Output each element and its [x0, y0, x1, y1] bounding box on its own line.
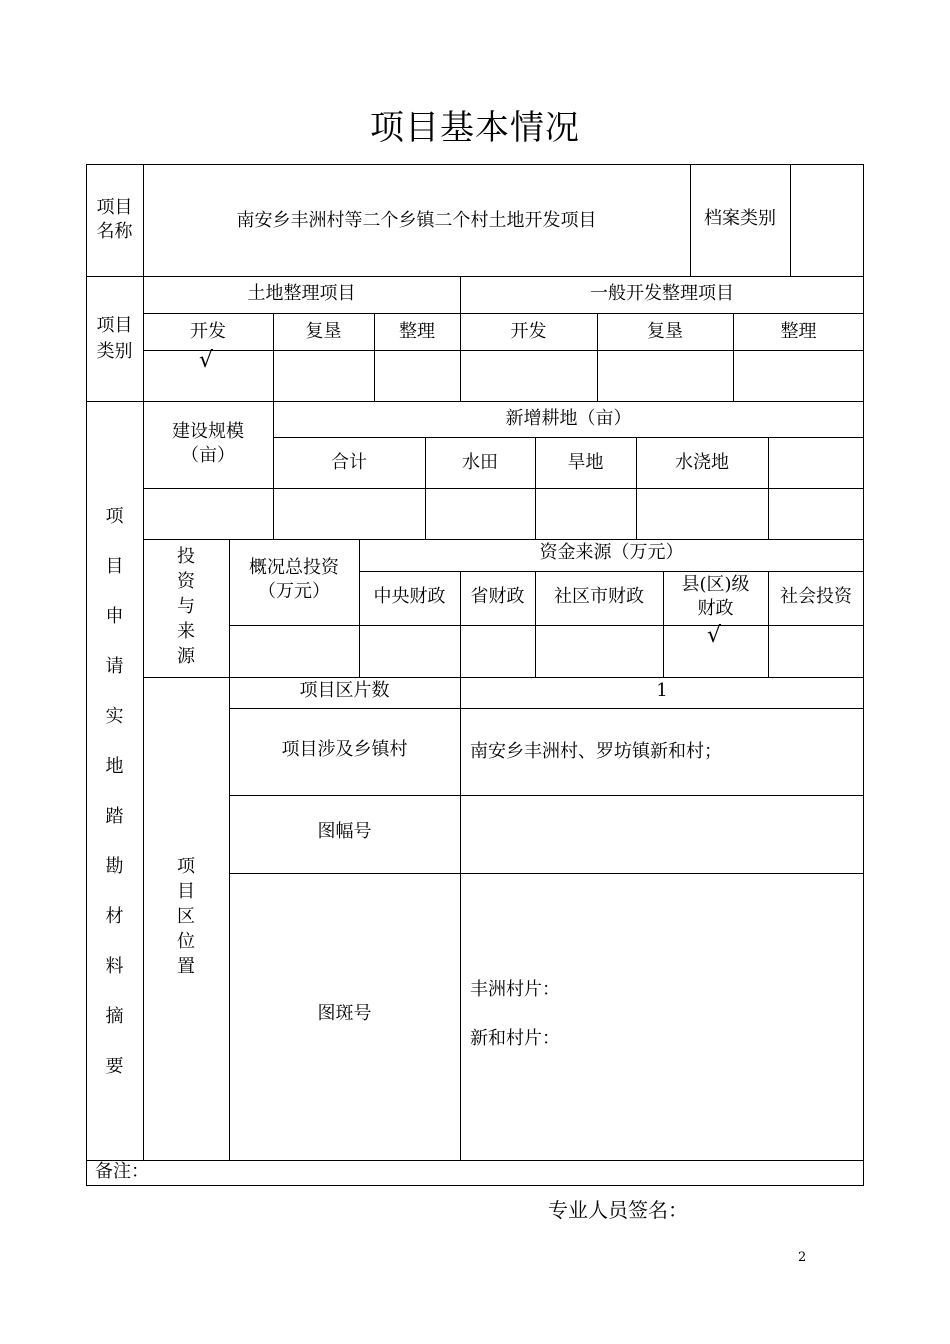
patch-number-label: 图斑号 — [317, 1003, 372, 1024]
project-name-label-2: 名称 — [96, 221, 133, 242]
scale-col-paddy: 水田 — [462, 452, 498, 473]
land-consolidation-header: 土地整理项目 — [247, 283, 356, 304]
location-label: 项 目 区 位 置 — [177, 856, 195, 977]
patch-xinhe: 新和村片： — [470, 1028, 560, 1049]
scale-label-1: 建设规模 — [172, 421, 244, 442]
villages-label: 项目涉及乡镇村 — [281, 739, 408, 760]
project-type-label-1: 项目 — [96, 315, 133, 336]
type-col-5: 复垦 — [647, 321, 683, 342]
total-investment-label-2: （万元） — [258, 581, 330, 602]
source-county-2: 财政 — [697, 598, 734, 619]
summary-label: 项 目 申 请 实 地 踏 勘 材 料 摘 要 — [105, 506, 124, 1077]
county-fund-check-mark: √ — [707, 623, 722, 648]
border-top — [86, 164, 864, 165]
development-check-mark: √ — [199, 348, 214, 373]
source-central: 中央财政 — [373, 586, 446, 607]
general-development-header: 一般开发整理项目 — [590, 283, 734, 304]
patch-count-value: 1 — [656, 680, 668, 701]
page-number: 2 — [798, 1250, 807, 1265]
patch-fengzhou: 丰洲村片： — [470, 979, 560, 1000]
scale-label-2: （亩） — [181, 445, 235, 466]
villages-value: 南安乡丰洲村、罗坊镇新和村； — [470, 741, 722, 762]
new-farmland-header: 新增耕地（亩） — [505, 408, 632, 429]
project-name-label-1: 项目 — [96, 197, 133, 218]
scale-col-irrigated: 水浇地 — [675, 452, 729, 473]
scale-col-total: 合计 — [331, 452, 367, 473]
project-info-table — [86, 164, 864, 1186]
patch-count-label: 项目区片数 — [299, 680, 390, 701]
project-name-value: 南安乡丰洲村等二个乡镇二个村土地开发项目 — [236, 210, 597, 231]
source-county-1: 县(区)级 — [681, 574, 750, 595]
page-title: 项目基本情况 — [370, 108, 580, 148]
source-city: 社区市财政 — [554, 586, 644, 607]
total-investment-label-1: 概况总投资 — [249, 557, 339, 578]
archive-type-label: 档案类别 — [704, 208, 776, 229]
scale-col-dry: 旱地 — [567, 452, 604, 473]
project-type-label-2: 类别 — [96, 341, 133, 362]
type-col-1: 开发 — [190, 321, 226, 342]
investment-label: 投 资 与 来 源 — [177, 546, 195, 667]
type-col-6: 整理 — [780, 321, 817, 342]
border-right — [863, 164, 864, 1186]
fund-source-header: 资金来源（万元） — [539, 542, 684, 563]
source-social: 社会投资 — [780, 586, 852, 607]
remarks-label: 备注： — [95, 1161, 149, 1182]
type-col-3: 整理 — [399, 321, 435, 342]
type-col-2: 复垦 — [305, 321, 342, 342]
type-col-4: 开发 — [510, 321, 547, 342]
border-bottom — [86, 1185, 864, 1186]
map-sheet-label: 图幅号 — [317, 821, 372, 842]
source-province: 省财政 — [470, 586, 525, 607]
signature-label: 专业人员签名： — [548, 1198, 688, 1222]
